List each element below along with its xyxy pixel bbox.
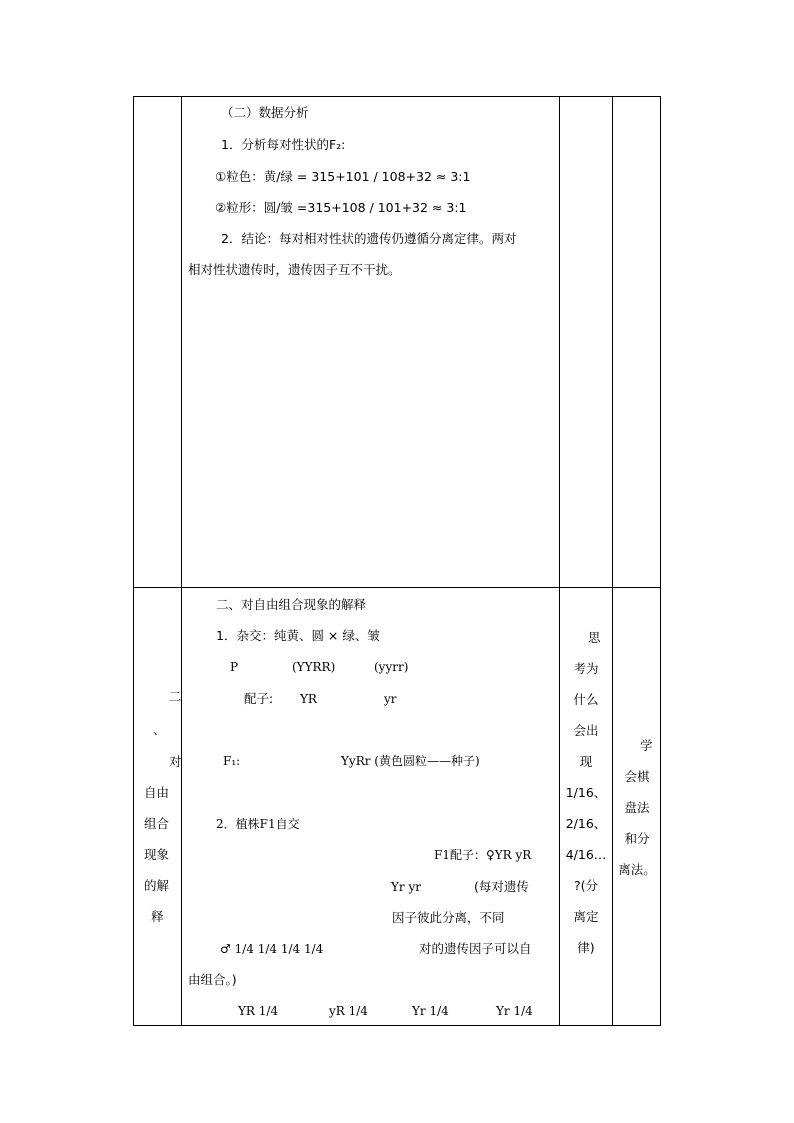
bottom-gamete-1: YR 1/4 — [238, 1004, 279, 1018]
gamete-1: YR — [300, 692, 317, 706]
color-ratio: ①粒色：黄/绿 = 315+101 / 108+32 ≈ 3:1 — [215, 169, 471, 184]
method-line: 盘法 — [624, 800, 650, 815]
thinking-column — [560, 622, 612, 963]
method-line: 学 — [640, 738, 653, 753]
note-3: 对的遗传因子可以自 — [419, 941, 532, 956]
thinking-line: 4/16… — [565, 847, 607, 862]
thinking-line: 离定 — [573, 909, 599, 924]
analysis-item-1: 1．分析每对性状的F₂: — [221, 137, 346, 152]
thinking-line: 考为 — [573, 661, 599, 676]
shape-ratio: ②粒形：圆/皱 =315+108 / 101+32 ≈ 3:1 — [215, 200, 467, 215]
bottom-gamete-4: Yr 1/4 — [496, 1004, 533, 1018]
col-divider-3 — [612, 97, 613, 1025]
p-genotype-1: (YYRR) — [292, 660, 336, 674]
method-column — [614, 730, 660, 885]
thinking-line: 1/16、 — [565, 785, 607, 800]
thinking-line: 现 — [579, 754, 593, 769]
method-line: 会棋 — [624, 769, 650, 784]
method-line: 和分 — [624, 831, 650, 846]
p-label: P — [230, 660, 239, 674]
thinking-line: 律) — [577, 940, 595, 955]
method-line: 离法。 — [618, 862, 656, 877]
left-col-char-2: 、 — [153, 722, 166, 737]
explanation-heading: 二、对自由组合现象的解释 — [216, 597, 367, 612]
left-col-char-1: 二 — [169, 689, 182, 704]
male-gamete-row: ♂ 1/4 1/4 1/4 1/4 — [220, 942, 324, 956]
note-2: 因子彼此分离，不同 — [392, 910, 505, 925]
col-divider-1 — [181, 97, 182, 1025]
thinking-line: 2/16、 — [565, 816, 607, 831]
thinking-line: 会出 — [573, 723, 599, 738]
cross-line: 1．杂交：纯黄、圆 × 绿、皱 — [216, 628, 380, 643]
f1-gametes: F1配子：♀YR yR — [434, 848, 532, 862]
left-col-char-5: 组合 — [144, 816, 170, 831]
f1-gametes-2: Yr yr — [391, 880, 421, 894]
f1-label: F₁: — [223, 754, 241, 768]
thinking-line: 什么 — [573, 692, 599, 707]
gamete-2: yr — [384, 692, 397, 706]
f1-value: YyRr (黄色圆粒——种子) — [341, 754, 480, 768]
left-col-char-4: 自由 — [144, 785, 170, 800]
note-1: (每对遗传 — [474, 879, 529, 894]
bottom-gamete-2: yR 1/4 — [329, 1004, 368, 1018]
p-genotype-2: (yyrr) — [374, 660, 409, 674]
bottom-gamete-3: Yr 1/4 — [412, 1004, 449, 1018]
row-divider — [134, 587, 660, 588]
left-col-char-3: 对 — [169, 754, 182, 769]
gamete-label: 配子: — [244, 691, 274, 706]
lesson-table — [133, 96, 661, 1026]
thinking-line: 思 — [588, 630, 601, 645]
thinking-line: ?(分 — [573, 878, 598, 893]
conclusion-line-2: 相对性状遗传时，遗传因子互不干扰。 — [188, 262, 401, 277]
conclusion-line-1: 2．结论：每对相对性状的遗传仍遵循分离定律。两对 — [221, 231, 517, 246]
left-col-char-8: 释 — [151, 909, 164, 924]
note-4: 由组合。) — [188, 972, 237, 987]
data-analysis-heading: （二）数据分析 — [221, 105, 309, 120]
left-col-char-6: 现象 — [144, 847, 170, 862]
left-col-char-7: 的解 — [144, 878, 170, 893]
self-cross-line: 2．植株F1自交 — [216, 817, 300, 831]
